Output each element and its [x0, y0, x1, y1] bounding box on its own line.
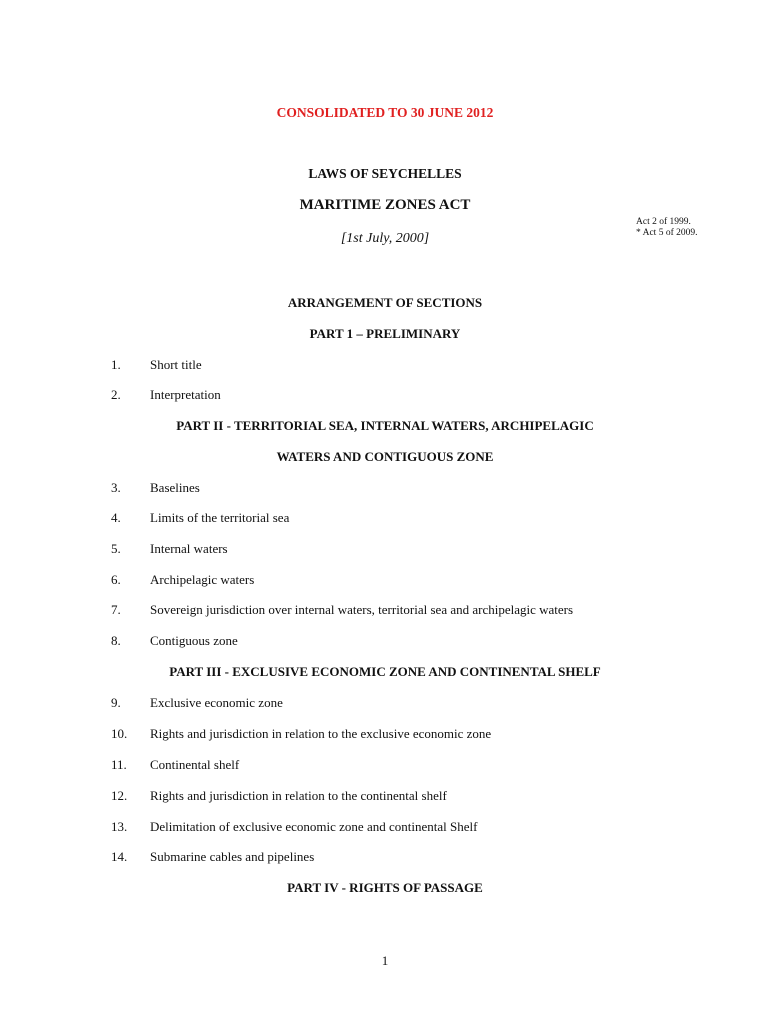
section-number: 8.	[111, 633, 121, 648]
section-number: 6.	[111, 572, 121, 587]
section-title: Internal waters	[150, 541, 228, 556]
section-title: Continental shelf	[150, 757, 240, 772]
margin-note-act: Act 2 of 1999.	[636, 217, 691, 227]
section-number: 14.	[111, 849, 128, 864]
section-title: Sovereign jurisdiction over internal waters, territorial sea and archipelagic waters	[150, 602, 574, 617]
section-title: Baselines	[150, 480, 200, 495]
section-title: Delimitation of exclusive economic zone and continental Shelf	[150, 819, 478, 834]
section-number: 5.	[111, 541, 121, 556]
act-date: [1st July, 2000]	[340, 231, 430, 246]
part-heading: PART II - TERRITORIAL SEA, INTERNAL WATERS, ARCHIPELAGIC	[176, 418, 594, 433]
consolidated-notice: CONSOLIDATED TO 30 JUNE 2012	[276, 105, 494, 120]
section-number: 9.	[111, 695, 121, 710]
part-heading: PART 1 – PRELIMINARY	[309, 326, 461, 341]
section-title: Limits of the territorial sea	[150, 510, 290, 525]
section-number: 3.	[111, 480, 121, 495]
margin-note-amendment: * Act 5 of 2009.	[636, 228, 698, 238]
section-number: 13.	[111, 819, 128, 834]
arrangement-heading: ARRANGEMENT OF SECTIONS	[287, 295, 483, 310]
section-number: 12.	[111, 788, 128, 803]
act-title: MARITIME ZONES ACT	[299, 197, 471, 213]
section-title: Rights and jurisdiction in relation to the exclusive economic zone	[150, 726, 492, 741]
section-number: 7.	[111, 602, 121, 617]
section-number: 1.	[111, 357, 121, 372]
section-title: Exclusive economic zone	[150, 695, 283, 710]
section-number: 11.	[111, 757, 127, 772]
part-heading: PART IV - RIGHTS OF PASSAGE	[287, 880, 483, 895]
page-number: 1	[381, 953, 389, 968]
section-title: Submarine cables and pipelines	[150, 849, 315, 864]
section-number: 2.	[111, 387, 121, 402]
section-title: Interpretation	[150, 387, 221, 402]
section-title: Contiguous zone	[150, 633, 238, 648]
section-number: 4.	[111, 510, 121, 525]
laws-heading: LAWS OF SEYCHELLES	[308, 166, 462, 181]
section-title: Archipelagic waters	[150, 572, 255, 587]
section-title: Rights and jurisdiction in relation to the continental shelf	[150, 788, 447, 803]
part-heading: PART III - EXCLUSIVE ECONOMIC ZONE AND CONTINENTAL SHELF	[169, 664, 601, 679]
section-number: 10.	[111, 726, 128, 741]
part-heading-continued: WATERS AND CONTIGUOUS ZONE	[276, 449, 494, 464]
section-title: Short title	[150, 357, 202, 372]
